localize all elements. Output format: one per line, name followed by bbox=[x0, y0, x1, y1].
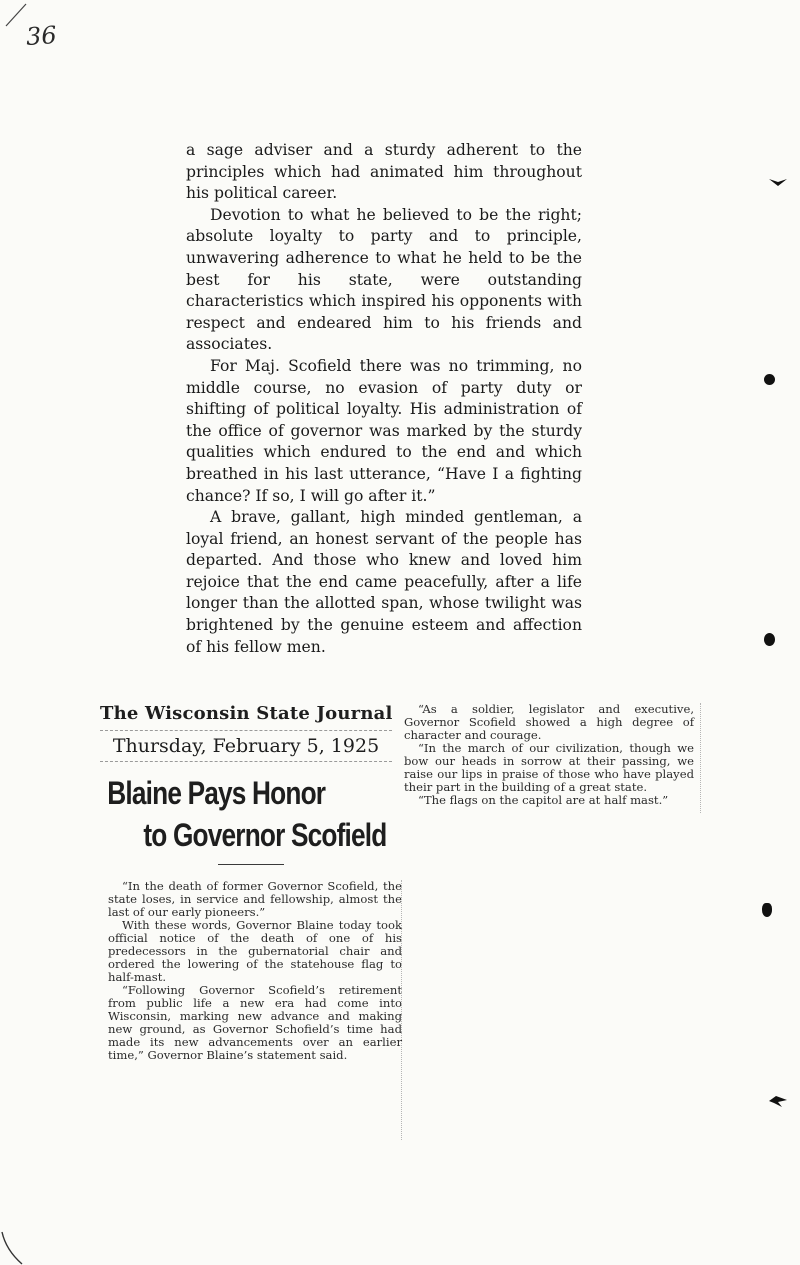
article-paragraph: “In the march of our civilization, though we bow our heads in sorrow at their passing, we raise our lips in praise of those who have played their part in the building of a great state. bbox=[404, 741, 694, 794]
article-column-b bbox=[404, 703, 694, 807]
article-paragraph: With these words, Governor Blaine today took official notice of the death of one of his predecessors in the gubernatorial chair and ordered the lowering of the statehouse flag to half-mast. bbox=[108, 918, 402, 984]
article-paragraph: “In the death of former Governor Scofield, the state loses, in service and fellowship, almost the last of our early pioneers.” bbox=[108, 879, 402, 919]
article-paragraph: “As a soldier, legislator and executive, Governor Scofield showed a high degree of character and courage. bbox=[404, 702, 694, 742]
headline-line-2: to Governor Scofield bbox=[143, 817, 387, 853]
editorial-paragraph: Devotion to what he believed to be the right; absolute loyalty to party and to principle, unwavering adherence to what he held to be the best for his state, were outstanding characteristics which inspired his opponents with respect and endeared him to his friends and associates. bbox=[186, 205, 582, 354]
editorial-clipping bbox=[186, 140, 582, 658]
binding-hole-icon bbox=[764, 633, 775, 646]
column-divider bbox=[401, 880, 403, 1140]
headline-rule bbox=[218, 864, 284, 865]
headline bbox=[104, 772, 387, 856]
article-column-a bbox=[108, 880, 402, 1062]
page-number: 36 bbox=[25, 20, 58, 52]
publication-date: Thursday, February 5, 1925 bbox=[100, 731, 392, 762]
binding-mark-icon bbox=[768, 176, 788, 188]
article-paragraph: “Following Governor Scofield’s retirement from public life a new era had come into Wisconsin, marking new advance and making new ground, as Governor Schofield’s time had made its new advancements over an earlier time,” Governor Blaine’s statement said. bbox=[108, 983, 402, 1062]
editorial-paragraph: For Maj. Scofield there was no trimming, no middle course, no evasion of party duty or shifting of political loyalty. His administration of the office of governor was marked by the sturdy qualities which endured to the end and which breathed in his last utterance, “Have I a fighting chance? If so, I will go after it.” bbox=[186, 356, 582, 505]
headline-line-1: Blaine Pays Honor bbox=[107, 775, 326, 811]
binding-hole-icon bbox=[762, 903, 772, 917]
binding-hole-icon bbox=[764, 374, 775, 385]
masthead bbox=[100, 703, 392, 762]
column-divider bbox=[700, 703, 702, 813]
page-edge-mark-icon bbox=[0, 1230, 40, 1265]
binding-mark-icon bbox=[768, 1094, 788, 1108]
article-paragraph: “The flags on the capitol are at half mast.” bbox=[418, 793, 669, 807]
newspaper-name: The Wisconsin State Journal bbox=[100, 703, 392, 731]
editorial-paragraph: A brave, gallant, high minded gentleman, a loyal friend, an honest servant of the people has departed. And those who knew and loved him rejoice that the end came peacefully, after a life longer than the allotted span, whose twilight was brightened by the genuine esteem and affection of his fellow men. bbox=[186, 508, 582, 656]
editorial-paragraph: a sage adviser and a sturdy adherent to the principles which had animated him throughout his political career. bbox=[186, 141, 582, 203]
